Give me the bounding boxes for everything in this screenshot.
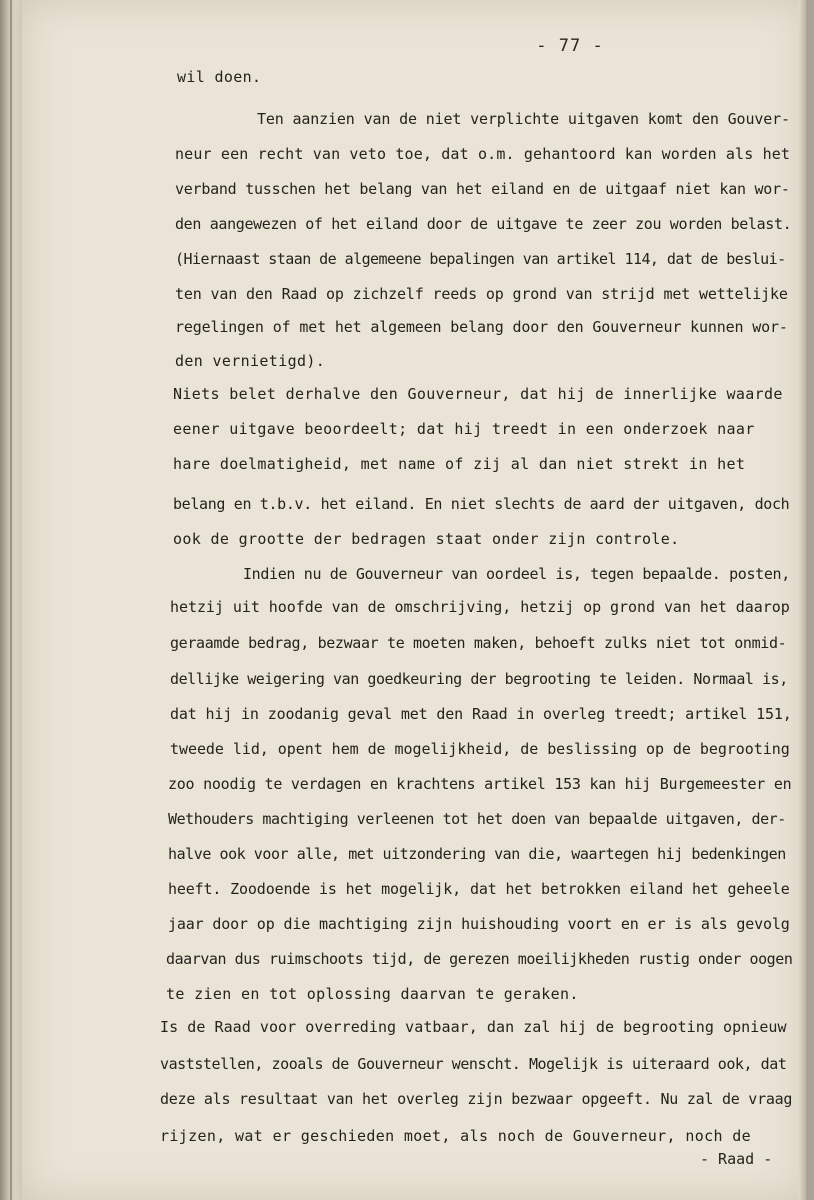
text-line: belang en t.b.v. het eiland. En niet slechts de aard der uitgaven, doch xyxy=(173,495,790,513)
text-line: tweede lid, opent hem de mogelijkheid, de beslissing op de begrooting xyxy=(170,740,790,758)
text-line: jaar door op die machtiging zijn huishouding voort en er is als gevolg xyxy=(168,915,790,933)
text-line: eener uitgave beoordeelt; dat hij treedt in een onderzoek naar xyxy=(173,420,755,438)
text-line: Is de Raad voor overreding vatbaar, dan zal hij de begrooting opnieuw xyxy=(160,1018,787,1036)
text-line: halve ook voor alle, met uitzondering van die, waartegen hij bedenkingen xyxy=(168,845,786,863)
text-line: wil doen. xyxy=(177,68,262,86)
text-line: verband tusschen het belang van het eiland en de uitgaaf niet kan wor- xyxy=(175,180,790,198)
text-line: dat hij in zoodanig geval met den Raad in overleg treedt; artikel 151, xyxy=(170,705,792,723)
page-number: - 77 - xyxy=(536,36,604,56)
text-line: neur een recht van veto toe, dat o.m. gehantoord kan worden als het xyxy=(175,145,791,163)
text-line: Niets belet derhalve den Gouverneur, dat hij de innerlijke waarde xyxy=(173,385,783,403)
text-line: geraamde bedrag, bezwaar te moeten maken, behoeft zulks niet tot onmid- xyxy=(170,634,787,652)
text-line: den vernietigd). xyxy=(175,352,326,370)
text-line: Wethouders machtiging verleenen tot het doen van bepaalde uitgaven, der- xyxy=(168,810,786,828)
text-line: hare doelmatigheid, met name of zij al dan niet strekt in het xyxy=(173,455,746,473)
text-line: (Hiernaast staan de algemeene bepalingen van artikel 114, dat de beslui- xyxy=(175,250,786,268)
text-line: te zien en tot oplossing daarvan te geraken. xyxy=(166,985,579,1003)
text-line: regelingen of met het algemeen belang door den Gouverneur kunnen wor- xyxy=(175,318,788,336)
text-line: hetzij uit hoofde van de omschrijving, hetzij op grond van het daarop xyxy=(170,598,790,616)
text-line: heeft. Zoodoende is het mogelijk, dat het betrokken eiland het geheele xyxy=(168,880,790,898)
text-line: dellijke weigering van goedkeuring der begrooting te leiden. Normaal is, xyxy=(170,670,788,688)
text-line: rijzen, wat er geschieden moet, als noch de Gouverneur, noch de xyxy=(160,1127,751,1145)
catchword: - Raad - xyxy=(700,1150,773,1168)
page-edge xyxy=(798,0,806,1200)
text-line: Ten aanzien van de niet verplichte uitgaven komt den Gouver- xyxy=(257,110,790,128)
text-line: Indien nu de Gouverneur van oordeel is, tegen bepaalde. posten, xyxy=(243,565,790,583)
text-line: daarvan dus ruimschoots tijd, de gerezen moeilijkheden rustig onder oogen xyxy=(166,950,793,968)
text-line: den aangewezen of het eiland door de uitgave te zeer zou worden belast. xyxy=(175,215,792,233)
text-line: zoo noodig te verdagen en krachtens artikel 153 kan hij Burgemeester en xyxy=(168,775,792,793)
text-line: ook de grootte der bedragen staat onder zijn controle. xyxy=(173,530,680,548)
binding-edge xyxy=(10,0,12,1200)
text-line: vaststellen, zooals de Gouverneur wenscht. Mogelijk is uiteraard ook, dat xyxy=(160,1055,787,1073)
text-line: ten van den Raad op zichzelf reeds op grond van strijd met wettelijke xyxy=(175,285,788,303)
document-page xyxy=(22,0,806,1200)
text-line: deze als resultaat van het overleg zijn bezwaar opgeeft. Nu zal de vraag xyxy=(160,1090,793,1108)
